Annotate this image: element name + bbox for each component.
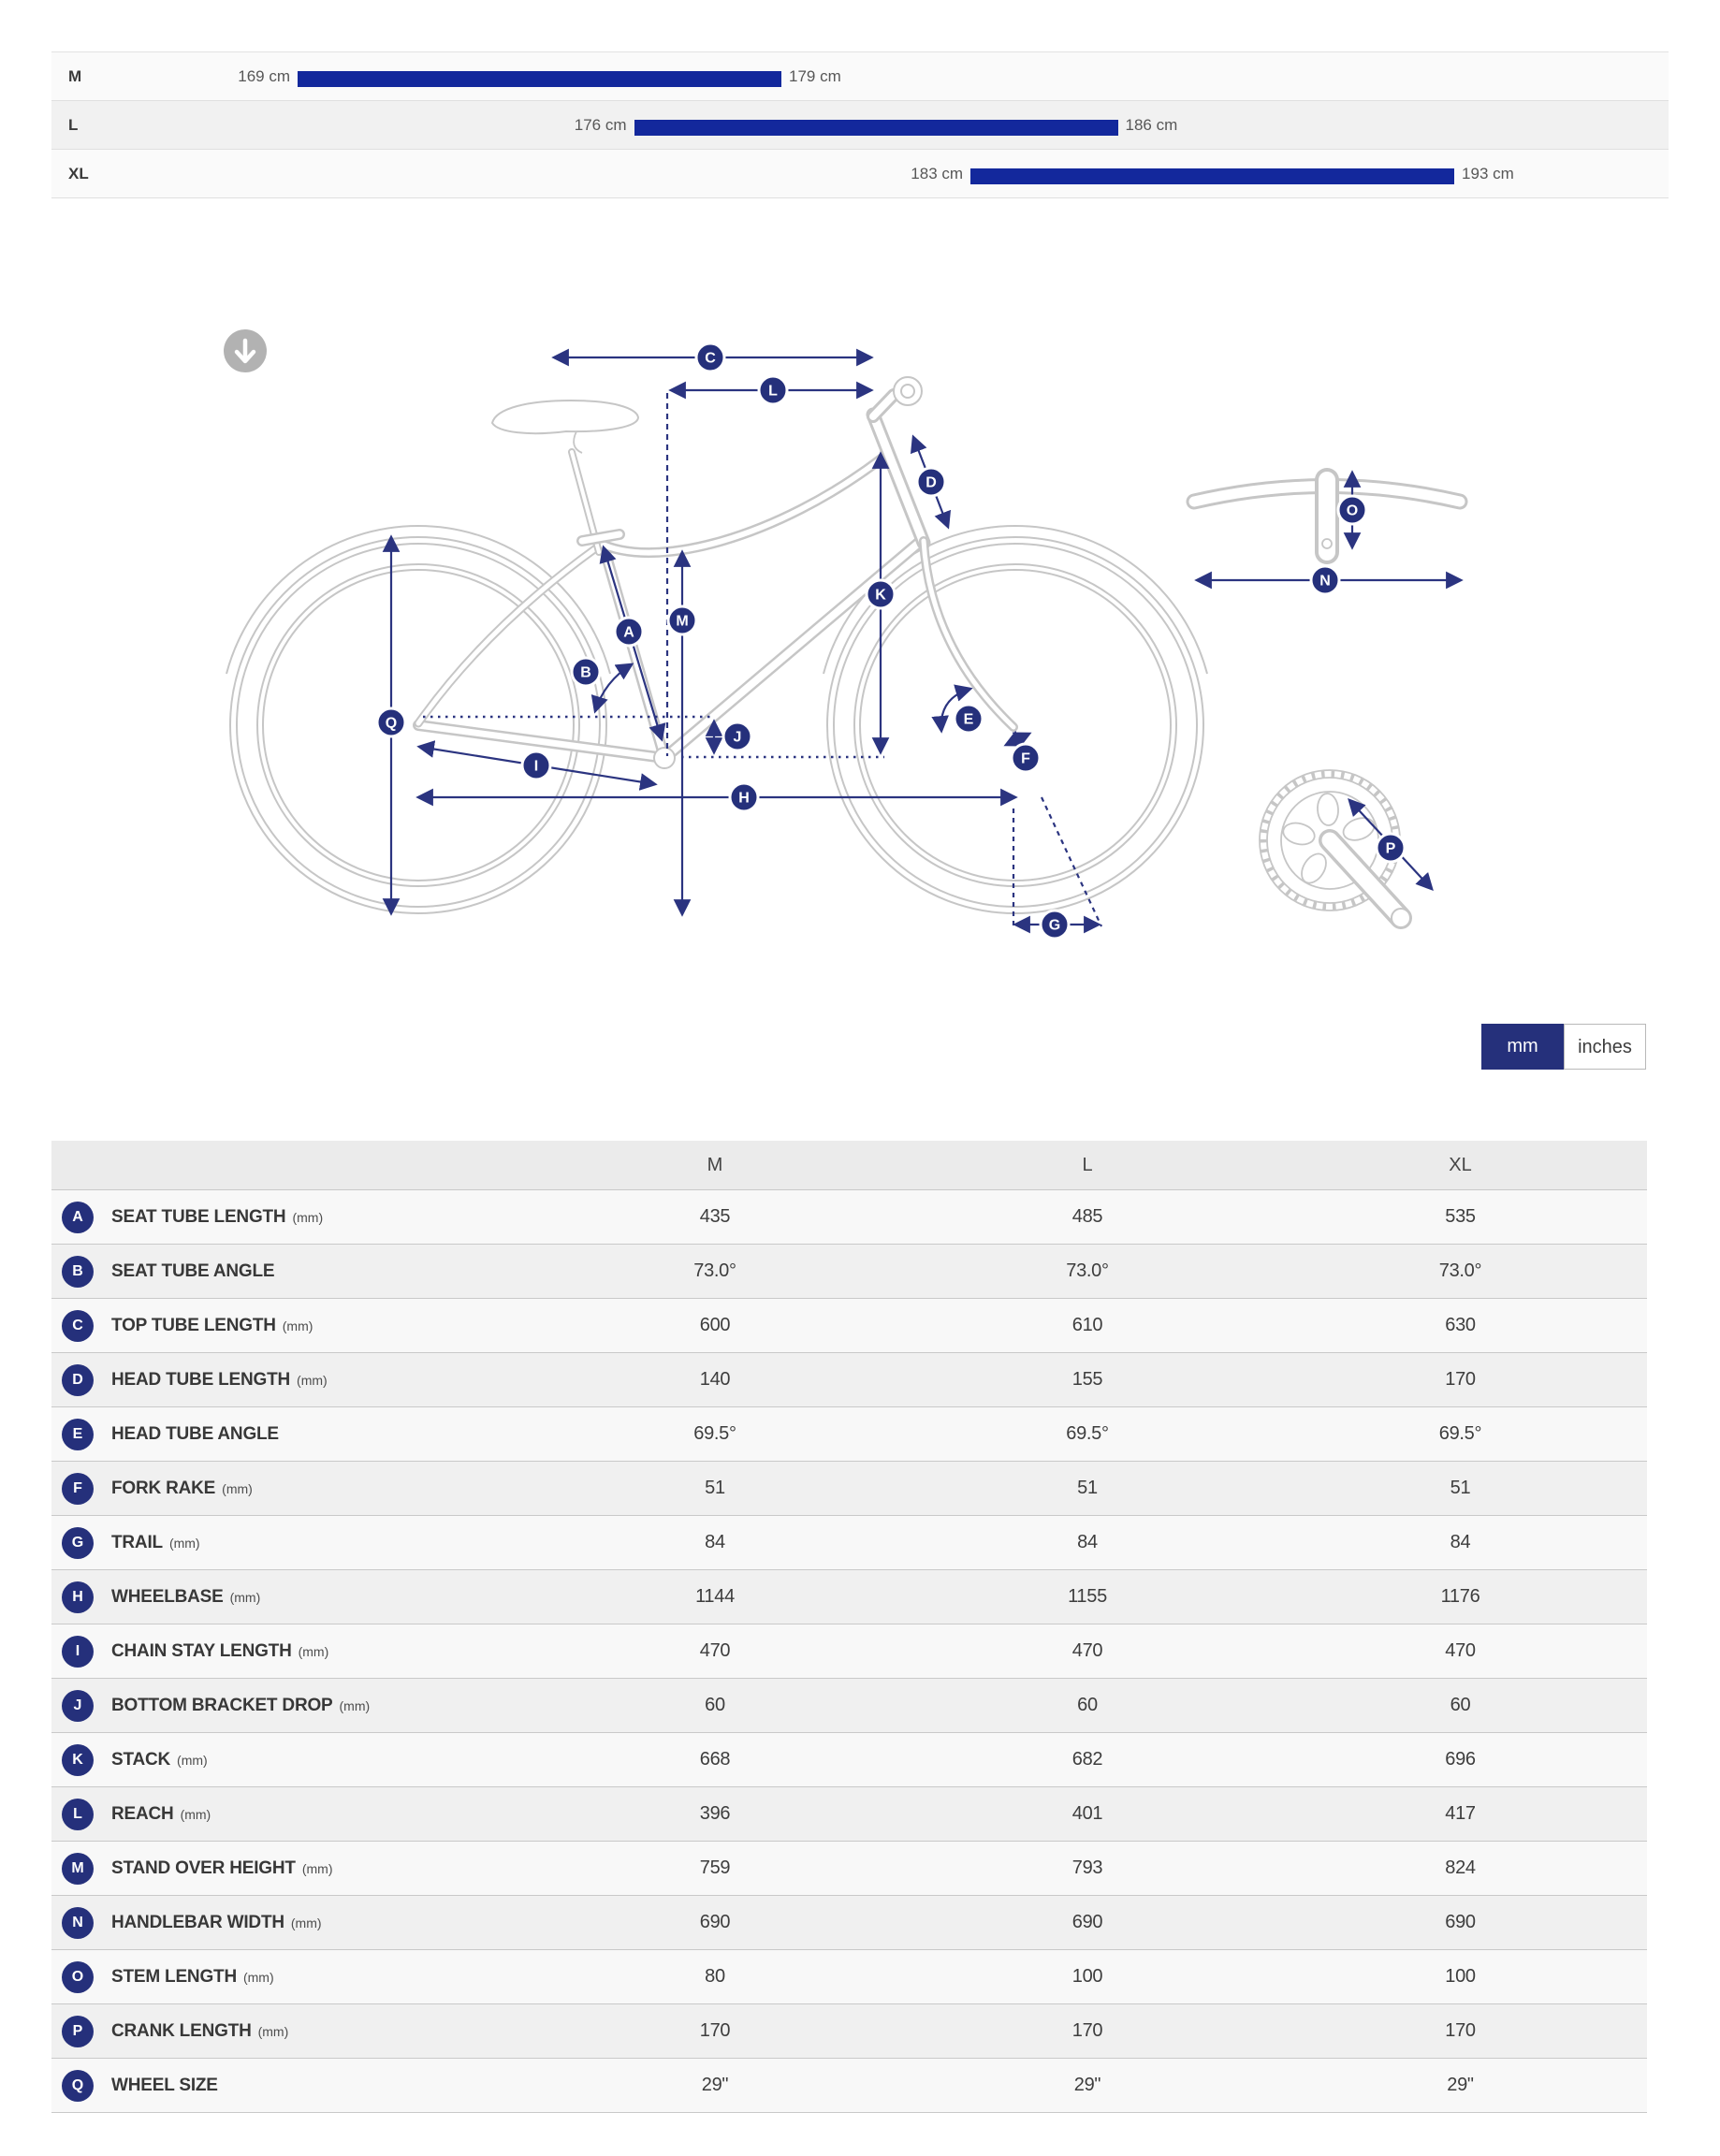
down-arrow-icon: [224, 329, 267, 372]
height-min-label: 176 cm: [574, 116, 627, 134]
row-letter-badge: K: [62, 1744, 94, 1776]
table-row-j: [51, 1678, 1647, 1732]
table-row-c: [51, 1298, 1647, 1352]
height-max-label: 186 cm: [1125, 116, 1178, 134]
row-label-cell: [51, 1299, 529, 1352]
svg-text:E: E: [963, 711, 974, 728]
value-cell: 69.5°: [1438, 1423, 1482, 1444]
size-label: XL: [68, 165, 89, 182]
diagram-marker-f-icon: [1012, 744, 1040, 772]
row-label: HANDLEBAR WIDTH: [111, 1912, 284, 1932]
table-row-a: [51, 1189, 1647, 1244]
value-cell: 470: [1445, 1640, 1476, 1661]
bottom-bracket: [654, 748, 675, 768]
value-cell: 470: [1071, 1640, 1103, 1661]
row-label-cell: [51, 2059, 529, 2112]
value-cell: 80: [705, 1966, 725, 1987]
table-row-e: [51, 1406, 1647, 1461]
diagram-marker-j-icon: [723, 722, 751, 750]
value-cell: 29": [1447, 2075, 1474, 2095]
diagram-marker-a-icon: [615, 618, 643, 646]
header-spacer: [51, 1141, 529, 1189]
value-cell: 84: [1077, 1532, 1098, 1552]
diagram-marker-i-icon: [522, 751, 550, 779]
value-cell: 690: [699, 1912, 731, 1932]
table-row-f: [51, 1461, 1647, 1515]
diagram-marker-b-icon: [572, 658, 600, 686]
row-unit: (mm): [180, 1806, 211, 1822]
row-label: STACK: [111, 1749, 171, 1770]
value-cell: 690: [1445, 1912, 1476, 1932]
value-cell: 396: [699, 1803, 731, 1824]
table-row-d: [51, 1352, 1647, 1406]
row-letter-badge: C: [62, 1310, 94, 1342]
row-letter-badge: A: [62, 1202, 94, 1233]
row-label-cell: [51, 1950, 529, 2003]
table-row-g: [51, 1515, 1647, 1569]
diagram-marker-l-icon: [759, 376, 787, 404]
row-label-cell: [51, 1570, 529, 1624]
row-letter-badge: E: [62, 1419, 94, 1450]
row-unit: (mm): [222, 1480, 253, 1496]
value-cell: 170: [1445, 2020, 1476, 2041]
table-row-p: [51, 2003, 1647, 2058]
row-letter-badge: N: [62, 1907, 94, 1939]
row-unit: (mm): [301, 1860, 333, 1876]
value-cell: 100: [1445, 1966, 1476, 1987]
value-cell: 485: [1071, 1206, 1103, 1227]
svg-text:M: M: [676, 613, 689, 630]
svg-text:K: K: [875, 587, 886, 604]
row-label: BOTTOM BRACKET DROP: [111, 1695, 333, 1715]
table-row-q: [51, 2058, 1647, 2113]
row-letter-badge: Q: [62, 2070, 94, 2102]
table-row-l: [51, 1786, 1647, 1841]
value-cell: 600: [699, 1315, 731, 1335]
row-unit: (mm): [290, 1915, 322, 1930]
row-label-cell: [51, 1733, 529, 1786]
height-max-label: 193 cm: [1462, 165, 1514, 182]
size-row-l: [51, 101, 1669, 150]
row-label: TOP TUBE LENGTH: [111, 1315, 276, 1335]
size-label: M: [68, 67, 82, 85]
row-letter-badge: O: [62, 1961, 94, 1993]
row-label-cell: [51, 1787, 529, 1841]
row-label-cell: [51, 1896, 529, 1949]
svg-text:C: C: [705, 350, 716, 367]
diagram-marker-o-icon: [1338, 496, 1366, 524]
row-label: WHEELBASE: [111, 1586, 224, 1607]
row-label-cell: [51, 1679, 529, 1732]
row-letter-badge: P: [62, 2016, 94, 2047]
row-unit: (mm): [229, 1589, 261, 1605]
value-cell: 401: [1071, 1803, 1103, 1824]
svg-text:N: N: [1319, 573, 1331, 590]
value-cell: 29": [1073, 2075, 1101, 2095]
value-cell: 60: [705, 1695, 725, 1715]
row-label-cell: [51, 2004, 529, 2058]
value-cell: 610: [1071, 1315, 1103, 1335]
value-cell: 824: [1445, 1857, 1476, 1878]
value-cell: 73.0°: [693, 1260, 736, 1281]
dimension-lines: [391, 357, 1461, 926]
value-cell: 435: [699, 1206, 731, 1227]
diagram-marker-g-icon: [1041, 910, 1069, 939]
value-cell: 60: [1077, 1695, 1098, 1715]
svg-text:H: H: [738, 790, 750, 807]
row-letter-badge: M: [62, 1853, 94, 1885]
svg-text:O: O: [1346, 503, 1359, 519]
row-label: CHAIN STAY LENGTH: [111, 1640, 292, 1661]
value-cell: 73.0°: [1438, 1260, 1482, 1281]
value-cell: 682: [1071, 1749, 1103, 1770]
row-unit: (mm): [257, 2023, 289, 2039]
diagram-marker-k-icon: [867, 580, 895, 608]
svg-text:L: L: [768, 383, 778, 400]
row-unit: (mm): [177, 1752, 208, 1768]
svg-text:P: P: [1385, 840, 1396, 857]
height-range-bar: [970, 168, 1454, 184]
svg-text:I: I: [533, 758, 539, 775]
row-unit: (mm): [298, 1643, 329, 1659]
value-cell: 535: [1445, 1206, 1476, 1227]
value-cell: 630: [1445, 1315, 1476, 1335]
height-range-bar: [634, 120, 1118, 136]
row-label-cell: [51, 1245, 529, 1298]
diagram-marker-c-icon: [696, 343, 724, 371]
row-unit: (mm): [168, 1535, 200, 1551]
size-label: L: [68, 116, 79, 134]
diagram-marker-p-icon: [1377, 834, 1405, 862]
row-unit: (mm): [339, 1697, 371, 1713]
value-cell: 69.5°: [693, 1423, 736, 1444]
svg-text:G: G: [1048, 917, 1061, 934]
row-letter-badge: L: [62, 1799, 94, 1830]
table-row-h: [51, 1569, 1647, 1624]
row-label: TRAIL: [111, 1532, 163, 1552]
row-letter-badge: F: [62, 1473, 94, 1505]
value-cell: 84: [1450, 1532, 1471, 1552]
ref-steering-axis: [1042, 797, 1101, 926]
row-label: STAND OVER HEIGHT: [111, 1857, 296, 1878]
row-label: SEAT TUBE ANGLE: [111, 1260, 275, 1281]
value-cell: 60: [1450, 1695, 1471, 1715]
value-cell: 51: [705, 1478, 725, 1498]
svg-text:A: A: [623, 624, 634, 641]
svg-text:D: D: [926, 474, 937, 491]
unit-toggle-inches[interactable]: inches: [1564, 1024, 1646, 1070]
diagram-marker-n-icon: [1311, 566, 1339, 594]
value-cell: 470: [699, 1640, 731, 1661]
value-cell: 1155: [1068, 1586, 1107, 1607]
col-header-m: M: [707, 1155, 723, 1175]
row-letter-badge: B: [62, 1256, 94, 1288]
row-letter-badge: D: [62, 1364, 94, 1396]
col-header-xl: XL: [1449, 1155, 1472, 1175]
value-cell: 51: [1077, 1478, 1098, 1498]
table-row-i: [51, 1624, 1647, 1678]
col-header-l: L: [1082, 1155, 1093, 1175]
size-row-xl: [51, 150, 1669, 198]
svg-text:Q: Q: [385, 715, 398, 732]
value-cell: 690: [1071, 1912, 1103, 1932]
row-letter-badge: G: [62, 1527, 94, 1559]
row-label: WHEEL SIZE: [111, 2075, 218, 2095]
geometry-diagram: [159, 318, 1525, 992]
value-cell: 668: [699, 1749, 731, 1770]
geometry-table: [51, 1141, 1647, 2113]
value-cell: 696: [1445, 1749, 1476, 1770]
svg-text:B: B: [580, 664, 591, 681]
row-unit: (mm): [297, 1372, 328, 1388]
table-row-m: [51, 1841, 1647, 1895]
bike-geometry-illustration: [159, 318, 1525, 992]
row-label-cell: [51, 1190, 529, 1244]
diagram-marker-q-icon: [377, 708, 405, 736]
height-range-bar: [298, 71, 781, 87]
saddle: [492, 401, 638, 433]
unit-toggle: [1481, 1024, 1646, 1070]
value-cell: 69.5°: [1066, 1423, 1109, 1444]
row-unit: (mm): [242, 1969, 274, 1985]
frame-tubes: [418, 395, 1460, 758]
row-label-cell: [51, 1624, 529, 1678]
diagram-marker-e-icon: [955, 705, 983, 733]
table-row-n: [51, 1895, 1647, 1949]
row-label: CRANK LENGTH: [111, 2020, 252, 2041]
row-label-cell: [51, 1462, 529, 1515]
rider-height-size-chart: [51, 51, 1669, 198]
row-label-cell: [51, 1353, 529, 1406]
row-label: FORK RAKE: [111, 1478, 216, 1498]
table-row-o: [51, 1949, 1647, 2003]
row-label-cell: [51, 1516, 529, 1569]
value-cell: 29": [701, 2075, 729, 2095]
value-cell: 1176: [1440, 1586, 1480, 1607]
table-row-b: [51, 1244, 1647, 1298]
row-label-cell: [51, 1407, 529, 1461]
value-cell: 170: [1445, 1369, 1476, 1390]
row-letter-badge: J: [62, 1690, 94, 1722]
value-cell: 1144: [695, 1586, 735, 1607]
row-label: STEM LENGTH: [111, 1966, 237, 1987]
height-max-label: 179 cm: [789, 67, 841, 85]
handlebar-grip: [894, 377, 922, 405]
value-cell: 84: [705, 1532, 725, 1552]
row-letter-badge: H: [62, 1581, 94, 1613]
height-min-label: 169 cm: [238, 67, 290, 85]
row-label: HEAD TUBE LENGTH: [111, 1369, 291, 1390]
row-label: REACH: [111, 1803, 174, 1824]
value-cell: 417: [1445, 1803, 1476, 1824]
row-unit: (mm): [282, 1318, 313, 1333]
diagram-marker-h-icon: [730, 783, 758, 811]
row-label: SEAT TUBE LENGTH: [111, 1206, 286, 1227]
value-cell: 140: [699, 1369, 731, 1390]
rear-fender: [226, 526, 610, 674]
value-cell: 793: [1071, 1857, 1103, 1878]
value-cell: 170: [699, 2020, 731, 2041]
value-cell: 100: [1071, 1966, 1103, 1987]
row-letter-badge: I: [62, 1636, 94, 1668]
svg-text:J: J: [733, 729, 742, 746]
table-row-k: [51, 1732, 1647, 1786]
value-cell: 170: [1071, 2020, 1103, 2041]
geometry-table-header: [51, 1141, 1647, 1189]
value-cell: 73.0°: [1066, 1260, 1109, 1281]
unit-toggle-mm[interactable]: mm: [1481, 1024, 1564, 1070]
value-cell: 51: [1450, 1478, 1471, 1498]
value-cell: 155: [1071, 1369, 1103, 1390]
row-label: HEAD TUBE ANGLE: [111, 1423, 279, 1444]
row-unit: (mm): [292, 1209, 324, 1225]
row-label-cell: [51, 1842, 529, 1895]
size-row-m: [51, 52, 1669, 101]
diagram-marker-d-icon: [917, 468, 945, 496]
height-min-label: 183 cm: [911, 165, 964, 182]
svg-text:F: F: [1021, 750, 1030, 767]
value-cell: 759: [699, 1857, 731, 1878]
diagram-marker-m-icon: [668, 606, 696, 634]
